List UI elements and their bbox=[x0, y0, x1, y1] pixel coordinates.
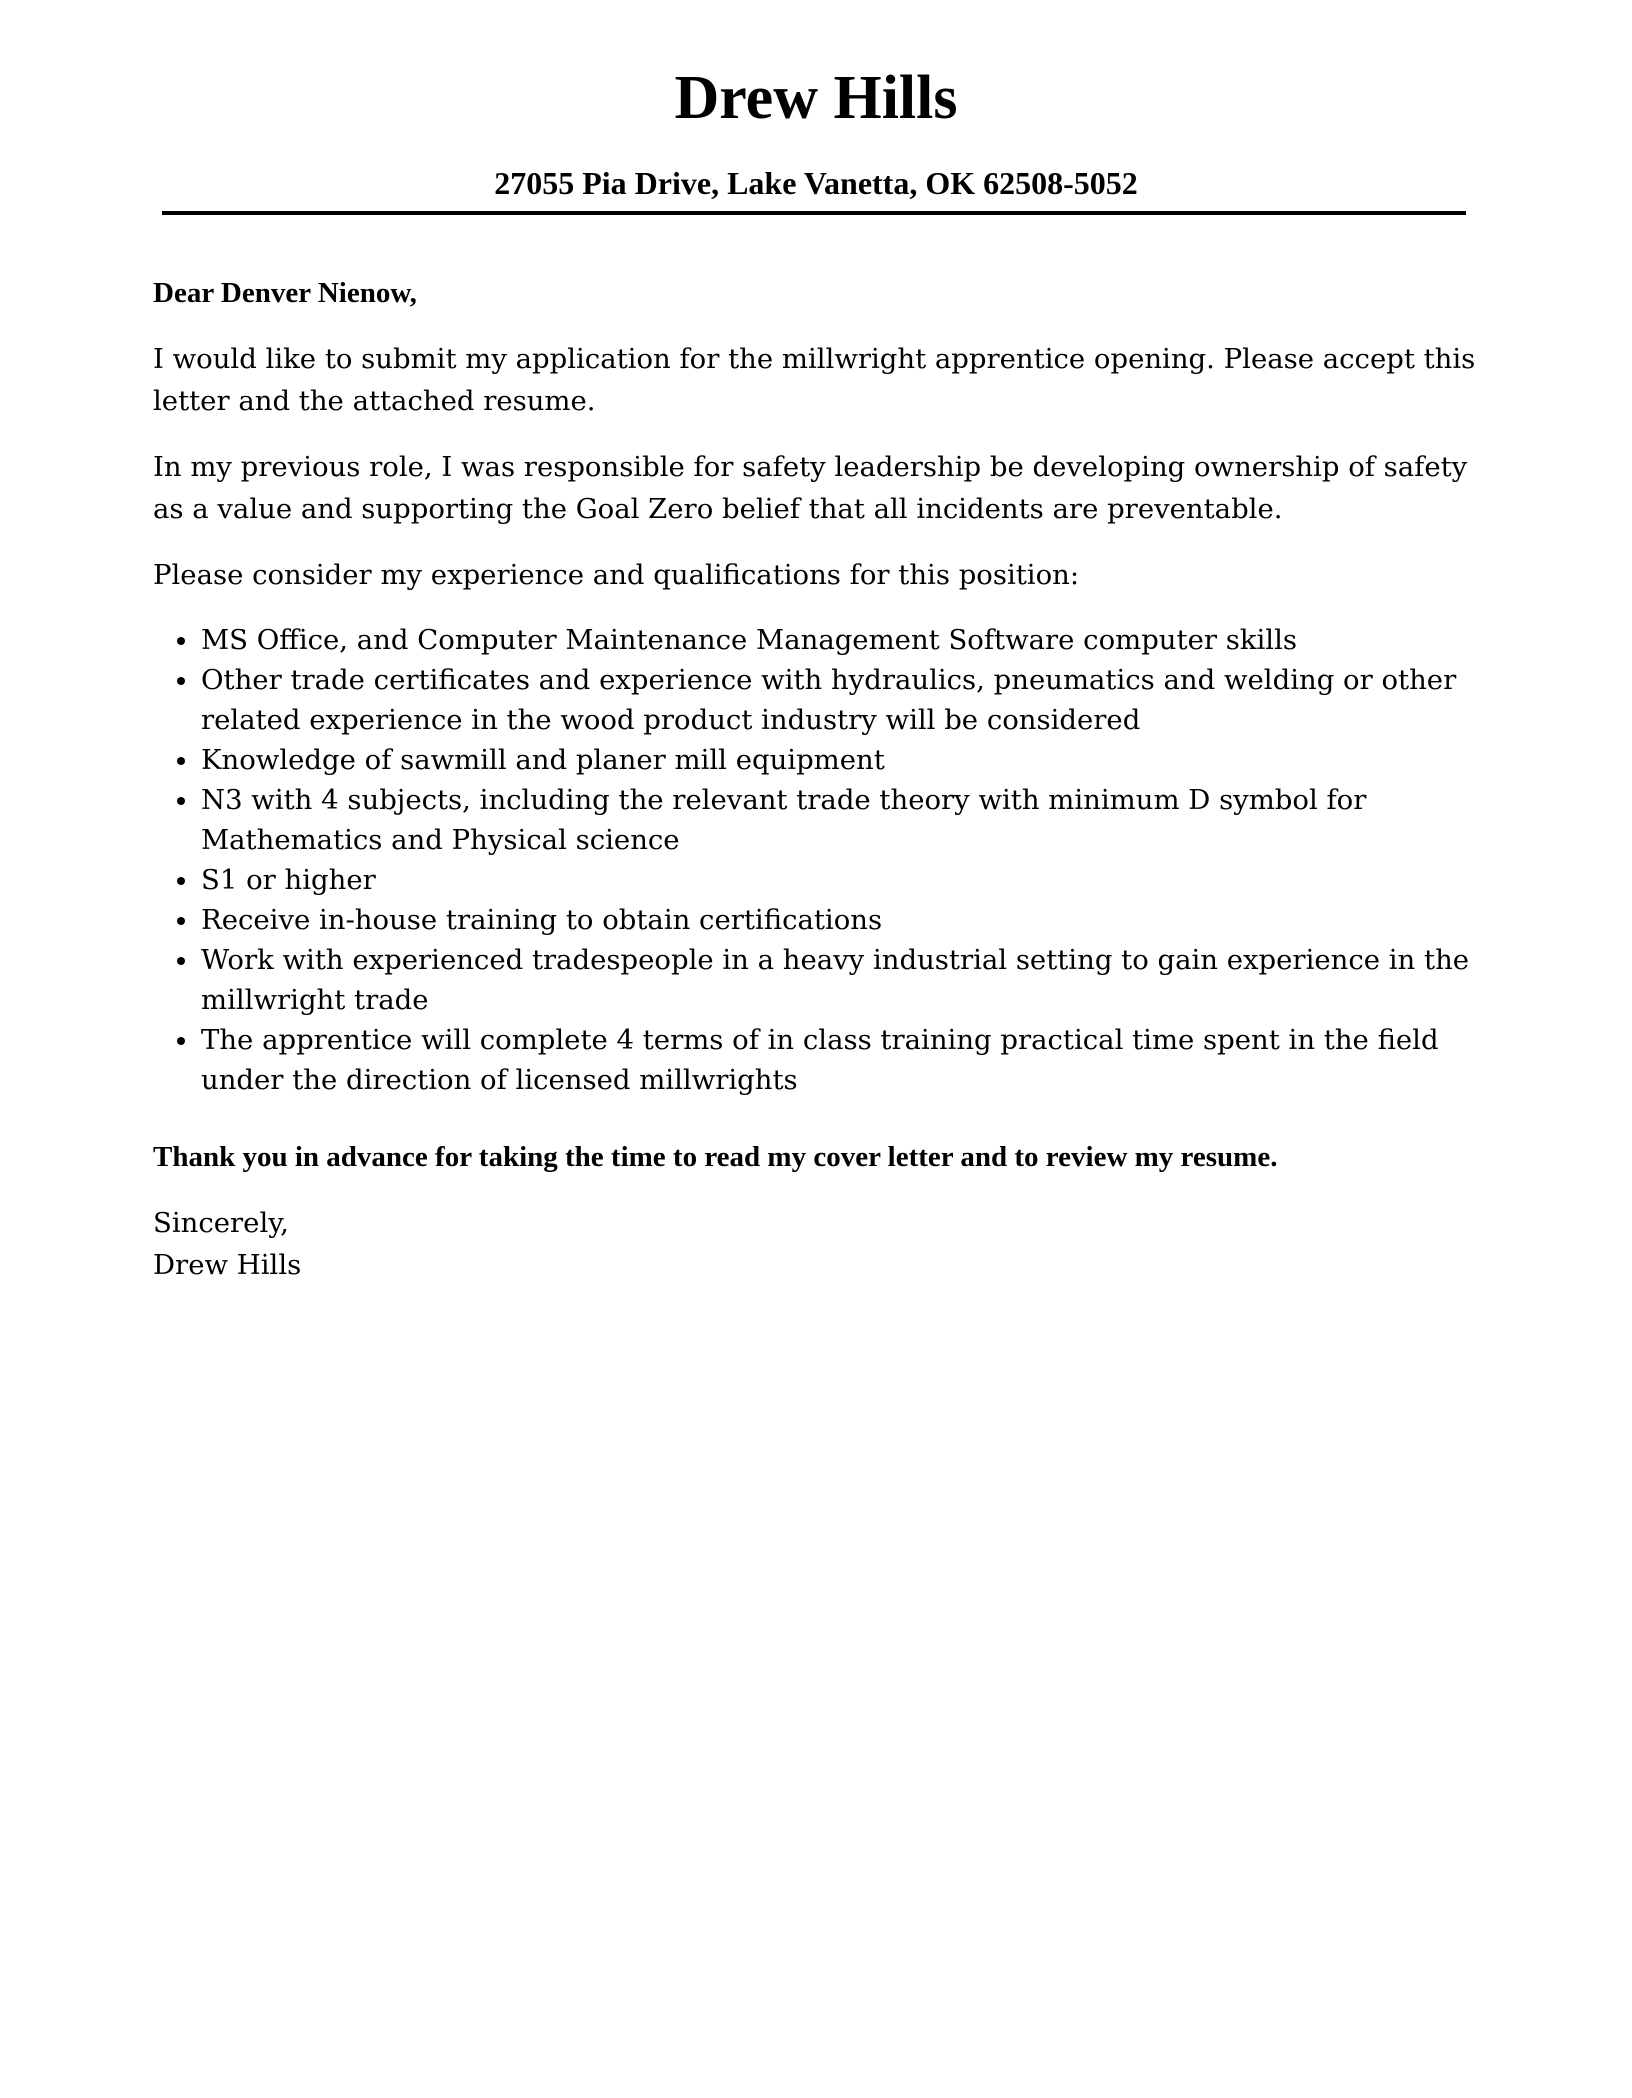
list-item: Knowledge of sawmill and planer mill equipment bbox=[153, 740, 1483, 780]
applicant-address: 27055 Pia Drive, Lake Vanetta, OK 62508-5052 bbox=[494, 165, 1138, 201]
closing-statement: Thank you in advance for taking the time to read my cover letter and to review my resume. bbox=[153, 1141, 1278, 1173]
experience-paragraph: In my previous role, I was responsible for safety leadership be developing ownership of safety as a value and supporting the Goal Zero belief that all incidents are preventable. bbox=[153, 451, 1468, 525]
qualifications-list bbox=[153, 620, 1483, 1100]
list-item: Other trade certificates and experience with hydraulics, pneumatics and welding or other related experience in the wood product industry will be considered bbox=[153, 660, 1483, 740]
list-item: MS Office, and Computer Maintenance Management Software computer skills bbox=[153, 620, 1483, 660]
list-item: S1 or higher bbox=[153, 860, 1483, 900]
list-item: N3 with 4 subjects, including the relevant trade theory with minimum D symbol for Mathematics and Physical science bbox=[153, 780, 1483, 860]
list-item: Receive in-house training to obtain certifications bbox=[153, 900, 1483, 940]
signature-name: Drew Hills bbox=[153, 1249, 302, 1281]
applicant-name: Drew Hills bbox=[674, 64, 958, 132]
intro-paragraph: I would like to submit my application for the millwright apprentice opening. Please accept this letter and the attached resume. bbox=[153, 343, 1476, 417]
salutation: Dear Denver Nienow, bbox=[153, 277, 417, 309]
sign-off: Sincerely, bbox=[153, 1207, 289, 1239]
list-item: Work with experienced tradespeople in a heavy industrial setting to gain experience in the millwright trade bbox=[153, 940, 1483, 1020]
list-item: The apprentice will complete 4 terms of in class training practical time spent in the field under the direction of licensed millwrights bbox=[153, 1020, 1483, 1100]
letter-body bbox=[153, 272, 1483, 1286]
qualifications-intro: Please consider my experience and qualifications for this position: bbox=[153, 559, 1080, 591]
header-divider bbox=[162, 211, 1466, 215]
